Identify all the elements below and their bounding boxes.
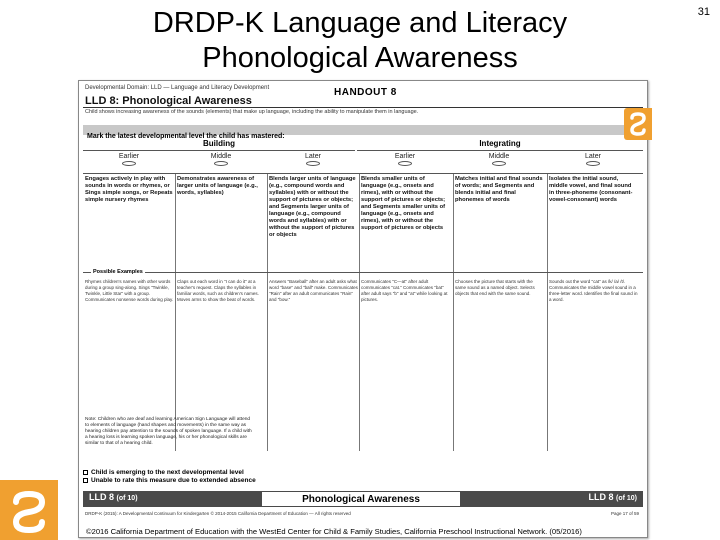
handout-tag: HANDOUT 8	[334, 87, 397, 98]
absence-checkbox-row[interactable]	[83, 477, 643, 485]
measure-band	[83, 491, 643, 507]
band-title: Phonological Awareness	[261, 491, 461, 507]
slide-number: 31	[697, 6, 710, 18]
slide-title	[100, 6, 620, 76]
band-code-left: LLD 8 (of 10)	[89, 492, 138, 502]
level-integrating-middle[interactable]: Middle	[453, 153, 545, 171]
example-cell	[455, 279, 544, 301]
emerging-checkbox-row[interactable]	[83, 469, 643, 477]
handout-footer-right: Page 17 of 59	[610, 511, 639, 516]
level-building-later[interactable]: Later	[267, 153, 359, 171]
handout-description: Child shows increasing awareness of the sounds (elements) that make up language, including the ability to manipulate them in language.	[85, 109, 419, 115]
absence-checkbox[interactable]	[83, 478, 88, 483]
note-text: Note: Children who are deaf and learning American Sign Language will attend to elements of language (hand shapes and movements) in the same way as hearing children pay attention to the sounds of spoken language. If a child with a hearing loss is learning spoken language, his or her phonological skills are similar to that of a hearing child.	[85, 417, 252, 446]
example-text: Claps out each word in "I can do it" at a teacher's request. Claps the syllables in familiar words, such as children's names. Moves arms to show the beat of words.	[177, 279, 259, 302]
handout-page	[78, 80, 648, 538]
example-cell	[361, 279, 450, 307]
handout-divider	[83, 107, 643, 108]
example-text: Sounds out the word "cat" as /k/ /a/ /t/. Communicates the middle vowel sound in a three-letter word. Identifies the final sound in a word.	[549, 279, 638, 302]
slide-title-line-1: DRDP-K Language and Literacy	[152, 7, 568, 39]
mark-instruction: Mark the latest developmental level the child has mastered:	[87, 133, 285, 140]
example-text: Chooses the picture that starts with the same sound as a named object. Selects objects that end with the same sound.	[455, 279, 535, 296]
level-integrating-later[interactable]: Later	[547, 153, 639, 171]
example-text: Rhymes children's names with other words during a group sing-along. Sings "Twinkle, Twinkle, Little Star" with a group. Communicates nonsense words during play.	[85, 279, 174, 302]
band-code-right: LLD 8 (of 10)	[588, 492, 637, 502]
rating-marker[interactable]	[492, 161, 506, 166]
level-building-earlier[interactable]: Earlier	[83, 153, 175, 171]
example-text: Communicates "C—at" after adult communicates "cat." Communicates "bat" after adult says "b" and "at" while looking at pictures.	[361, 279, 448, 302]
logo-icon	[0, 480, 58, 540]
descriptor-row	[83, 173, 643, 273]
group-header-row	[83, 137, 643, 151]
handout-domain: Developmental Domain: LLD — Language and Literacy Development	[85, 85, 270, 91]
example-text: Answers "Baseball" after an adult asks what word "base" and "ball" make. Communicates "Rain" after an adult communicates "Rain" and "bow."	[269, 279, 358, 302]
level-header-row	[83, 153, 643, 171]
example-cell	[177, 279, 266, 307]
emerging-checkbox[interactable]	[83, 470, 88, 475]
emerging-label: Child is emerging to the next developmental level	[91, 469, 244, 476]
rating-marker[interactable]	[398, 161, 412, 166]
descriptor-cell: Matches initial and final sounds of words; and Segments and blends initial and final phonemes of words	[455, 176, 543, 203]
descriptor-cell: Engages actively in play with sounds in words or rhymes, or Sings simple songs, or Repeats simple nursery rhymes	[85, 176, 173, 203]
group-integrating: Integrating	[357, 137, 643, 151]
absence-label: Unable to rate this measure due to extended absence	[91, 477, 256, 484]
descriptor-cell: Blends smaller units of language (e.g., onsets and rimes), with or without the support of pictures or objects; and Segments smaller units of language (e.g., onsets and rimes), with or without the support of pictures or objects	[361, 176, 446, 231]
rating-marker[interactable]	[306, 161, 320, 166]
checkbox-area	[83, 469, 643, 487]
copyright-footer: ©2016 California Department of Education with the WestEd Center for Child & Family Studies, California Preschool Instructional Network. (05/2016)	[86, 527, 582, 536]
examples-label: Possible Examples	[93, 269, 143, 275]
rating-marker[interactable]	[214, 161, 228, 166]
rating-marker[interactable]	[586, 161, 600, 166]
example-cell	[269, 279, 358, 307]
descriptor-cell: Blends larger units of language (e.g., compound words and syllables) with or without the support of pictures or objects; and Segments larger units of language (e.g., compound words and syllables) with or without the support of pictures or objects	[269, 176, 356, 238]
side-tab-icon	[624, 108, 652, 140]
descriptor-cell: Isolates the initial sound, middle vowel, and final sound in three-phoneme (consonant-vowel-consonant) words	[549, 176, 633, 203]
group-building: Building	[83, 137, 355, 151]
example-cell	[549, 279, 638, 307]
slide-title-line-2: Phonological Awareness	[202, 42, 518, 74]
descriptor-cell: Demonstrates awareness of larger units of language (e.g., words, syllables)	[177, 176, 258, 196]
rating-marker[interactable]	[122, 161, 136, 166]
level-integrating-earlier[interactable]: Earlier	[359, 153, 451, 171]
handout-title: LLD 8: Phonological Awareness	[85, 95, 252, 107]
handout-footer-left: DRDP-K (2015): A Developmental Continuum for Kindergarten © 2014-2015 California Department of Education — All rights reserved	[85, 511, 351, 516]
level-building-middle[interactable]: Middle	[175, 153, 267, 171]
example-cell	[85, 279, 174, 307]
mark-instruction-bar	[83, 125, 643, 140]
